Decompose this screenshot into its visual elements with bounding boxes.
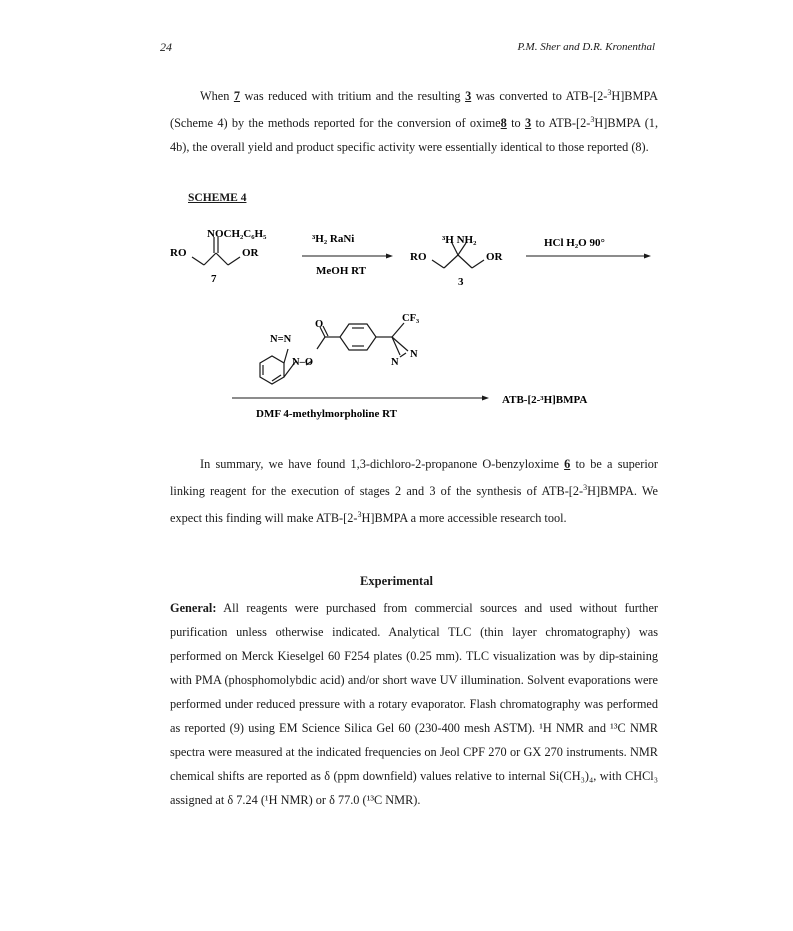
diazirine-n-right: N [410, 349, 418, 360]
arrow-head-1 [386, 254, 393, 259]
carbonyl-o: O [315, 319, 324, 330]
diazirine-n-bottom: N [391, 357, 399, 368]
final-product-label: ATB-[2-³H]BMPA [502, 394, 588, 406]
reagent-1-top: ³H₂ RaNi [312, 233, 355, 245]
product-or: OR [486, 251, 503, 263]
reactant-substituent: NOCH₂C₆H₅ [207, 228, 267, 240]
experimental-heading: Experimental [360, 574, 433, 588]
triazole-n-eq-n: N=N [270, 334, 292, 345]
paragraph-2: In summary, we have found 1,3-dichloro-2-propanone O-benzyloxime 6 to be a superior linking reagent for the execution of stages 2 and 3 of the synthesis of ATB-[2-$^3$H]BMPA. We expect this finding will make ATB-[2-$^3$H]BMPA a more accessible research tool. [170, 457, 658, 526]
reagent-1-bottom: MeOH RT [316, 265, 367, 277]
product-ro: RO [410, 251, 427, 263]
reactant-ro: RO [170, 247, 187, 259]
arrow-head-3 [482, 396, 489, 401]
running-header-authors: P.M. Sher and D.R. Kronenthal [517, 41, 655, 53]
paragraph-1: When 7 was reduced with tritium and the resulting 3 was converted to ATB-[2-$^3$H]BMPA (Scheme 4) by the methods reported for the conversion of oxime8 to 3 to ATB-[2-$^3$H]BMPA (1, 4b), the overall yield and product specific activity were essentially identical to those reported (8). [170, 88, 659, 155]
diazirine-reagent-structure [260, 323, 408, 384]
product-3-structure [432, 243, 484, 268]
general-label: General: [170, 601, 217, 615]
page-number: 24 [160, 40, 172, 54]
scheme-title: SCHEME 4 [188, 192, 247, 204]
reagent-2: HCl H₂O 90° [544, 237, 605, 249]
arrow-head-2 [644, 254, 651, 259]
scheme-4-diagram [160, 215, 660, 430]
compound-number-7: 7 [211, 273, 217, 285]
experimental-body: General: All reagents were purchased from commercial sources and used without further purification unless otherwise indicated. Analytical TLC (thin layer chromatography) was performed on Merck Kieselgel 60 F254 plates (0.25 mm). TLC visualization was by dip-staining with PMA (phosphomolybdic acid) and/or short wave UV illumination. Solvent evaporations were performed under reduced pressure with a rotary evaporator. Flash chromatography was performed as reported (9) using EM Science Silica Gel 60 (230-400 mesh ASTM). ¹H NMR and ¹³C NMR spectra were measured at the indicated frequencies on Jeol CPF 270 or GX 270 instruments. NMR chemical shifts are reported as δ (ppm downfield) values relative to internal Si(CH₃)₄, with CHCl₃ assigned at δ 7.24 (¹H NMR) or δ 77.0 (¹³C NMR). [170, 601, 658, 807]
compound-number-3: 3 [458, 276, 464, 288]
product-substituent: ³H NH₂ [442, 234, 477, 246]
bottom-reagent: DMF 4-methylmorpholine RT [256, 408, 397, 420]
reactant-or: OR [242, 247, 259, 259]
reactant-7-structure [192, 237, 240, 265]
triazole-n-o: N–O [292, 357, 313, 368]
cf3-label: CF₃ [402, 313, 420, 324]
